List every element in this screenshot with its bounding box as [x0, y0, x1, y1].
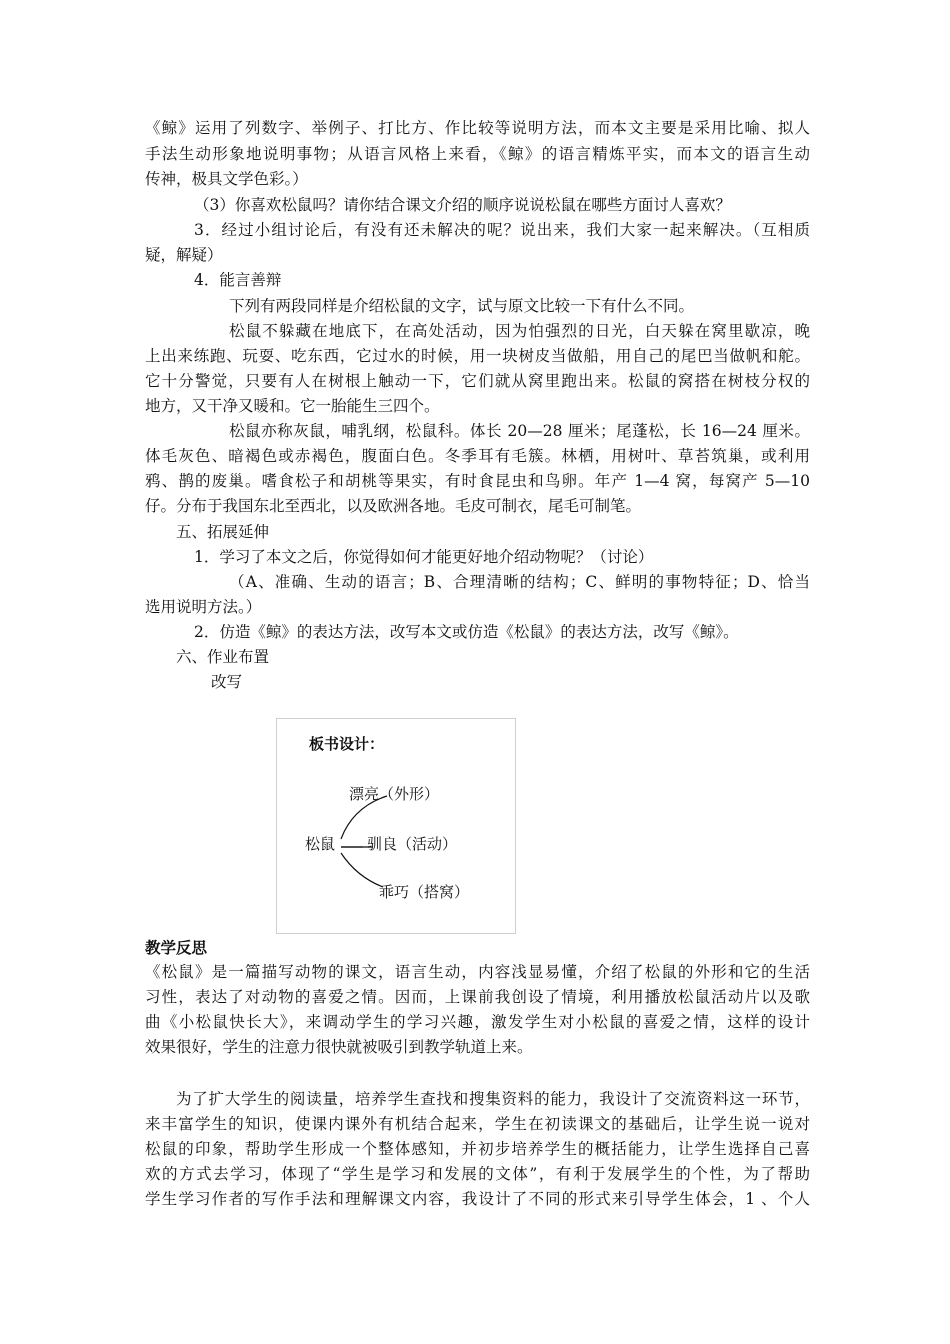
- reflection-line: 《松鼠》是一篇描写动物的课文，语言生动，内容浅显易懂，介绍了松鼠的外形和它的生活: [145, 963, 810, 981]
- board-title: 板书设计：: [309, 735, 385, 753]
- item-4-heading: 4．能言善辩: [194, 271, 282, 289]
- reflection-line: 习性，表达了对动物的喜爱之情。因而，上课前我创设了情境，利用播放松鼠活动片以及歌: [145, 988, 810, 1006]
- section-6-heading: 六、作业布置: [176, 648, 270, 666]
- passage-1-line: 它十分警觉，只要有人在树根上触动一下，它们就从窝里跑出来。松鼠的窝搭在树枝分权的: [145, 372, 810, 390]
- paragraph-line: 传神，极具文学色彩。）: [145, 170, 308, 188]
- reflection-line: 欢的方式去学习，体现了“学生是学习和发展的文体”，有利于发展学生的个性，为了帮助: [145, 1165, 810, 1183]
- reflection-line: 来丰富学生的知识，使课内课外有机结合起来，学生在初读课文的基础后，让学生说一说对: [145, 1115, 810, 1133]
- extension-item-1: 1．学习了本文之后，你觉得如何才能更好地介绍动物呢？（讨论）: [194, 548, 654, 566]
- question-3: （3）你喜欢松鼠吗？请你结合课文介绍的顺序说说松鼠在哪些方面讨人喜欢？: [194, 196, 731, 214]
- paragraph-line: 《鲸》运用了列数字、举例子、打比方、作比较等说明方法，而本文主要是采用比喻、拟人: [145, 119, 810, 137]
- reflection-line: 为了扩大学生的阅读量，培养学生查找和搜集资料的能力，我设计了交流资料这一环节，: [176, 1090, 810, 1108]
- reflection-heading: 教学反思: [145, 938, 208, 957]
- homework-text: 改写: [211, 673, 243, 691]
- board-center-label: 松鼠: [305, 835, 336, 853]
- paragraph-line: 下列有两段同样是介绍松鼠的文字，试与原文比较一下有什么不同。: [229, 297, 695, 315]
- passage-2-line: 鸦、鹊的废巢。嗜食松子和胡桃等果实，有时食昆虫和鸟卵。年产 1—4 窝，每窝产 5—10: [145, 472, 810, 490]
- reflection-line: 曲《小松鼠快长大》，来调动学生的学习兴趣，激发学生对小松鼠的喜爱之情，这样的设计: [145, 1013, 810, 1031]
- reflection-line: 效果很好，学生的注意力很快就被吸引到教学轨道上来。: [145, 1038, 533, 1056]
- section-5-heading: 五、拓展延伸: [176, 523, 270, 541]
- paragraph-line: 疑，解疑）: [145, 246, 223, 264]
- passage-1-line: 松鼠不躲藏在地底下，在高处活动，因为怕强烈的日光，白天躲在窝里歇凉，晚: [229, 322, 810, 340]
- item-3: 3．经过小组讨论后，有没有还未解决的呢？说出来，我们大家一起来解决。（互相质: [194, 221, 810, 239]
- board-branch-nest: 乖巧（搭窝）: [379, 883, 470, 901]
- extension-item-2: 2．仿造《鲸》的表达方法，改写本文或仿造《松鼠》的表达方法，改写《鲸》。: [194, 623, 739, 641]
- extension-answer: （A、准确、生动的语言；B、合理清晰的结构；C、鲜明的事物特征；D、恰当: [229, 573, 810, 591]
- passage-2-line: 体毛灰色、暗褐色或赤褐色，腹面白色。冬季耳有毛簇。林栖，用树叶、草苔筑巢，或利用: [145, 447, 810, 465]
- board-branch-appearance: 漂亮（外形）: [349, 785, 440, 803]
- blackboard-design-figure: [276, 718, 516, 934]
- passage-2-line: 仔。分布于我国东北至西北，以及欧洲各地。毛皮可制衣，尾毛可制笔。: [145, 497, 642, 515]
- passage-2-line: 松鼠亦称灰鼠，哺乳纲，松鼠科。体长 20—28 厘米；尾蓬松，长 16—24 厘米。: [229, 422, 810, 440]
- paragraph-line: 手法生动形象地说明事物；从语言风格上来看，《鲸》的语言精炼平实，而本文的语言生动: [145, 145, 810, 163]
- board-branch-activity: 驯良（活动）: [367, 835, 458, 853]
- extension-answer: 选用说明方法。）: [145, 598, 262, 616]
- reflection-line: 松鼠的印象，帮助学生形成一个整体感知，并初步培养学生的概括能力，让学生选择自己喜: [145, 1140, 810, 1158]
- passage-1-line: 上出来练跑、玩耍、吃东西，它过水的时候，用一块树皮当做船，用自己的尾巴当做帆和舵。: [145, 347, 810, 365]
- reflection-line: 学生学习作者的写作手法和理解课文内容，我设计了不同的形式来引导学生体会，1 、个人: [145, 1190, 810, 1208]
- passage-1-line: 地方，又干净又暖和。它一胎能生三四个。: [145, 397, 440, 415]
